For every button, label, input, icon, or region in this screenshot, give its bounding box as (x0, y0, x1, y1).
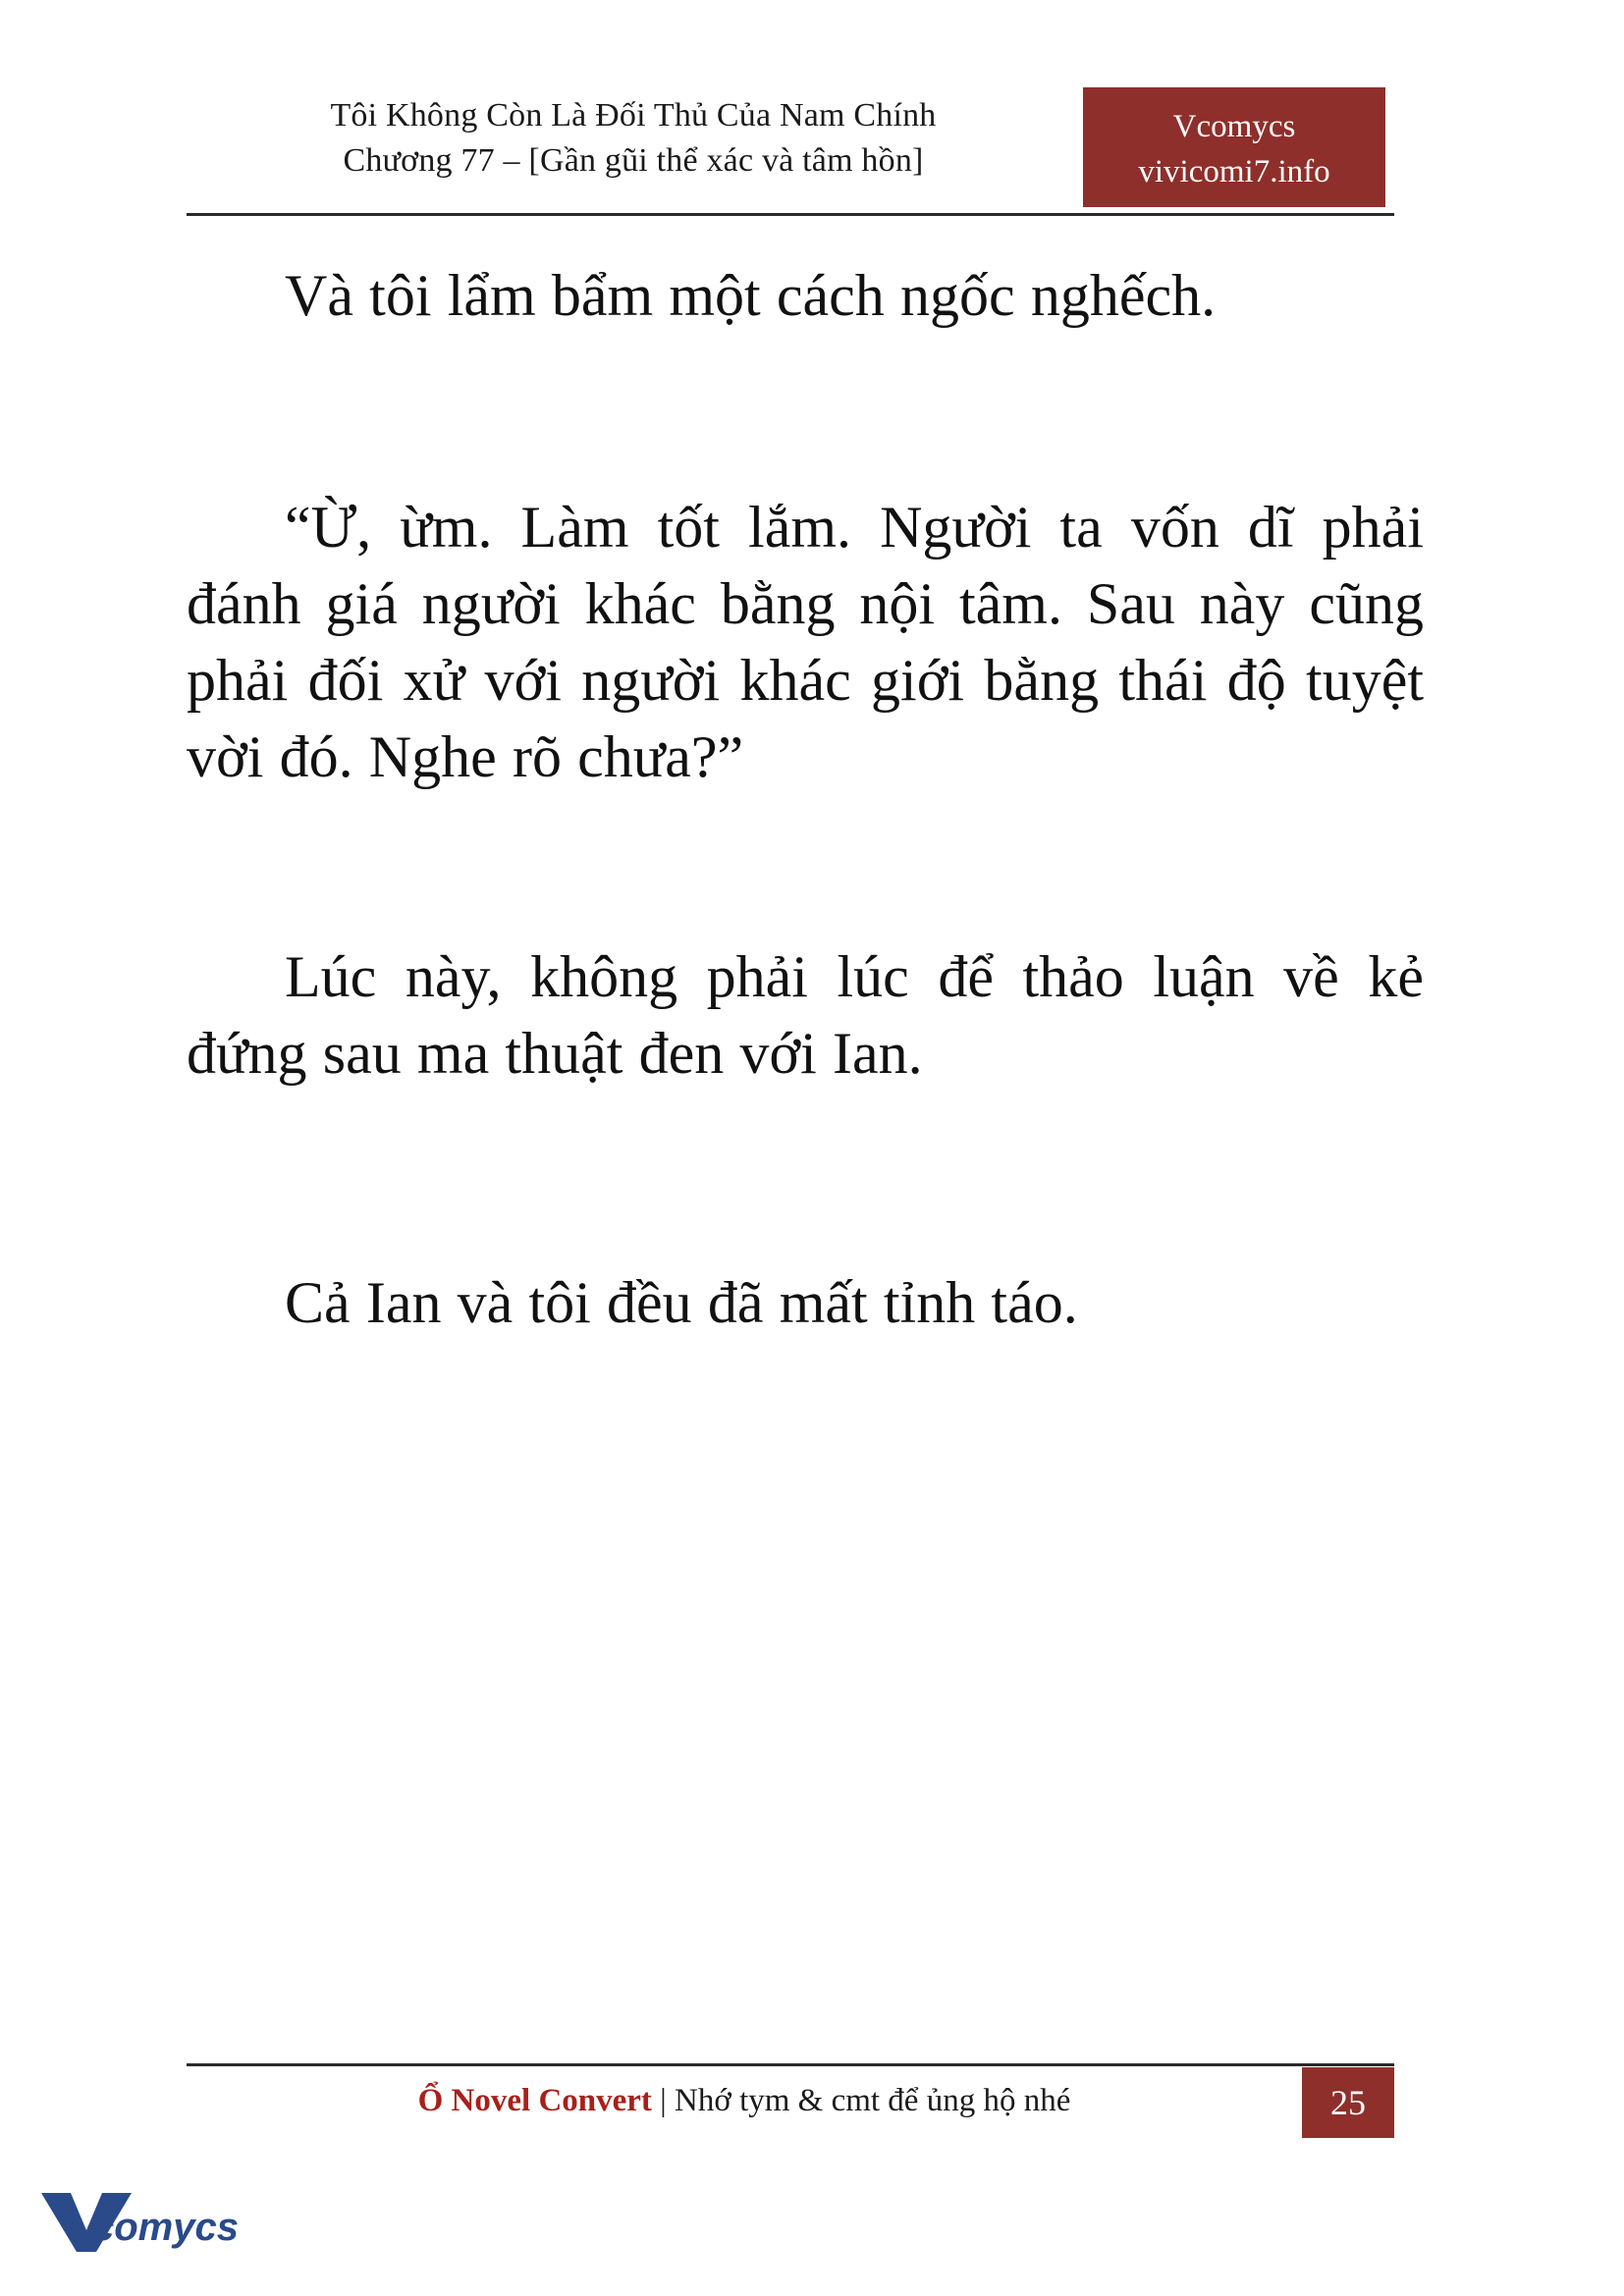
header-divider (187, 213, 1394, 216)
site-badge (1083, 87, 1385, 207)
page-number-badge: 25 (1302, 2067, 1394, 2138)
vcomycs-logo-watermark (37, 2185, 253, 2256)
vcomycs-logo-icon (37, 2185, 253, 2256)
paragraph: Lúc này, không phải lúc để thảo luận về kẻ đứng sau ma thuật đen với Ian. (187, 944, 1424, 1086)
page-footer (187, 2073, 1394, 2142)
svg-text:comycs: comycs (92, 2206, 239, 2249)
page-header (187, 93, 1394, 211)
header-title-line2: Chương 77 – [Gần gũi thể xác và tâm hồn] (343, 141, 924, 179)
paragraph: Và tôi lẩm bẩm một cách ngốc nghếch. (285, 263, 1217, 328)
paragraph: “Ừ, ừm. Làm tốt lắm. Người ta vốn dĩ phải đánh giá người khác bằng nội tâm. Sau này cũng phải đối xử với người khác giới bằng thái độ tuyệt vời đó. Nghe rõ chưa?” (187, 495, 1424, 789)
footer-credit (187, 2083, 1302, 2119)
footer-note: Nhớ tym & cmt để ủng hộ nhé (675, 2083, 1071, 2118)
site-badge-name: Vcomycs (1172, 109, 1296, 144)
paragraph-spacer (187, 1092, 1424, 1264)
page-content (187, 257, 1424, 1341)
site-badge-url: vivicomi7.info (1138, 153, 1330, 189)
paragraph-spacer (187, 334, 1424, 489)
paragraph-spacer (187, 795, 1424, 938)
header-title (187, 93, 1080, 184)
header-title-line1: Tôi Không Còn Là Đối Thủ Của Nam Chính (330, 97, 937, 133)
paragraph: Cả Ian và tôi đều đã mất tỉnh táo. (285, 1270, 1078, 1335)
footer-divider (187, 2063, 1394, 2066)
footer-brand: Ổ Novel Convert (417, 2083, 652, 2118)
footer-separator: | (651, 2083, 676, 2118)
